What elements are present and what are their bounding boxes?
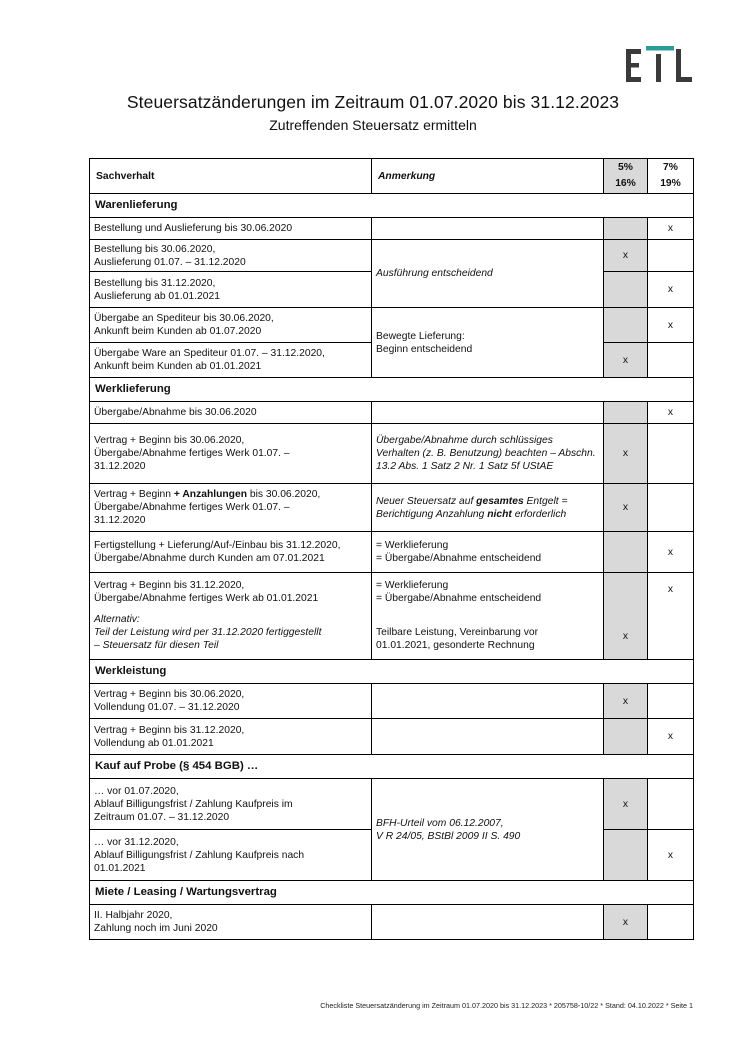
table-row: Übergabe an Spediteur bis 30.06.2020, Ankunft beim Kunden ab 01.07.2020 Bewegte Lieferung: Beginn entscheidend x (90, 308, 694, 343)
etl-logo (626, 44, 694, 86)
table-row: … vor 31.12.2020, Ablauf Billigungsfrist / Zahlung Kaufpreis nach 01.01.2021 x (90, 830, 694, 881)
mark-x: x (604, 240, 648, 272)
document-subtitle: Zutreffenden Steuersatz ermitteln (269, 117, 477, 133)
table-row: Übergabe Ware an Spediteur 01.07. – 31.12.2020, Ankunft beim Kunden ab 01.01.2021 x (90, 343, 694, 378)
table-row: Übergabe/Abnahme bis 30.06.2020 x (90, 402, 694, 424)
header-anmerkung: Anmerkung (372, 159, 604, 194)
header-sachverhalt: Sachverhalt (90, 159, 372, 194)
table-row: … vor 01.07.2020, Ablauf Billigungsfrist / Zahlung Kaufpreis im Zeitraum 01.07. – 31.12.2020 BFH-Urteil vom 06.12.2007, V R 24/05, BStBl 2009 II S. 490 x (90, 779, 694, 830)
table-row: Vertrag + Beginn bis 31.12.2020, Übergabe/Abnahme fertiges Werk ab 01.01.2021 Alternativ: Teil der Leistung wird per 31.12.2020 fertiggestellt – Steuersatz für diesen Teil = Werklieferung = Übergabe/Abnahme entscheidend Teilbare Leistung, Vereinbarung vor 01.01.2021, gesonderte Rechnung x x (90, 573, 694, 660)
mark-x: x (648, 573, 694, 660)
section-header: Werklieferung (90, 378, 694, 402)
mark-x: x (604, 779, 648, 830)
header-rate-standard: 7% 19% (648, 159, 694, 194)
section-header: Werkleistung (90, 660, 694, 684)
mark-x: x (604, 424, 648, 484)
mark-x: x (604, 484, 648, 532)
mark-x: x (604, 905, 648, 940)
section-header: Miete / Leasing / Wartungsvertrag (90, 881, 694, 905)
table-row: Fertigstellung + Lieferung/Auf-/Einbau bis 31.12.2020, Übergabe/Abnahme durch Kunden am 07.01.2021 = Werklieferung = Übergabe/Abnahme entscheidend x (90, 532, 694, 573)
table-row: Bestellung und Auslieferung bis 30.06.2020 x (90, 218, 694, 240)
mark-x: x (648, 402, 694, 424)
mark-x: x (648, 830, 694, 881)
section-header: Kauf auf Probe (§ 454 BGB) … (90, 755, 694, 779)
page-footer: Checkliste Steuersatzänderung im Zeitraum 01.07.2020 bis 31.12.2023 * 205758-10/22 * Stand: 04.10.2022 * Seite 1 (320, 1001, 693, 1010)
mark-x: x (648, 719, 694, 755)
table-row: Bestellung bis 30.06.2020, Auslieferung 01.07. – 31.12.2020 Ausführung entscheidend x (90, 240, 694, 272)
mark-x: x (648, 308, 694, 343)
mark-x: x (604, 343, 648, 378)
tax-rate-table (89, 158, 694, 940)
mark-x: x (604, 684, 648, 719)
document-title: Steuersatzänderungen im Zeitraum 01.07.2020 bis 31.12.2023 (126, 92, 620, 112)
mark-x: x (648, 272, 694, 308)
header-rate-reduced: 5% 16% (604, 159, 648, 194)
table-row: II. Halbjahr 2020, Zahlung noch im Juni 2020 x (90, 905, 694, 940)
table-row: Vertrag + Beginn bis 30.06.2020, Vollendung 01.07. – 31.12.2020 x (90, 684, 694, 719)
table-row: Vertrag + Beginn bis 31.12.2020, Vollendung ab 01.01.2021 x (90, 719, 694, 755)
mark-x: x (648, 532, 694, 573)
mark-x: x (648, 218, 694, 240)
section-header: Warenlieferung (90, 194, 694, 218)
table-row: Bestellung bis 31.12.2020, Auslieferung ab 01.01.2021 x (90, 272, 694, 308)
table-header (90, 159, 694, 194)
table-row: Vertrag + Beginn + Anzahlungen bis 30.06.2020, Übergabe/Abnahme fertiges Werk 01.07. – 31.12.2020 Neuer Steuersatz auf gesamtes Entgelt = Berichtigung Anzahlung nicht erforderlich x (90, 484, 694, 532)
mark-x: x (604, 573, 648, 660)
table-row: Vertrag + Beginn bis 30.06.2020, Übergabe/Abnahme fertiges Werk 01.07. – 31.12.2020 Übergabe/Abnahme durch schlüssiges Verhalten (z. B. Benutzung) beachten – Abschn. 13.2 Abs. 1 Satz 2 Nr. 1 Satz 5f UStAE x (90, 424, 694, 484)
